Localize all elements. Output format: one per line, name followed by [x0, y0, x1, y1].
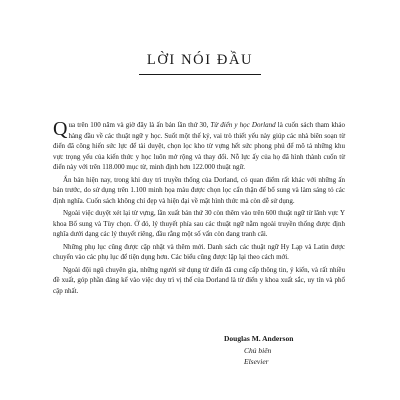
paragraph: Những phụ lục cũng được cập nhật và thêm mới. Danh sách các thuật ngữ Hy Lạp và Latin được chuyển vào các phụ lục để tiện dụng hơn. Các biểu cũng được lập lại theo cách mới. — [53, 242, 345, 261]
intro-paragraph — [53, 120, 345, 173]
paragraph: Ngoài đội ngũ chuyên gia, những người sử dụng từ điển đã cung cấp thông tin, ý kiến, và rất nhiều đề xuất, góp phần đáng kể vào việc duy trì vị thế của Dorland là từ điển y khoa xuất sắc, uy tín và phổ cập nhất. — [53, 265, 345, 295]
signature-role: Chủ biên — [244, 345, 272, 355]
title-underline — [139, 74, 261, 75]
paragraph: Ngoài việc duyệt xét lại từ vựng, lần xuất bản thứ 30 còn thêm vào trên 600 thuật ngữ từ lãnh vực Y khoa Bổ sung và Tùy chọn. Ở đó, lý thuyết phía sau các thuật ngữ nằm ngoài truyền thống được định nghĩa dưới dạng các lý thuyết riêng, đầu rằng một số vấn còn đang tranh cãi. — [53, 209, 345, 238]
preface-body — [53, 120, 345, 298]
intro-text-end: là cuốn sách tham khảo hàng đầu về các thuật ngữ y học. Suốt một thế kỷ, vai trò thiết yếu này giúp các nhà biên soạn từ điển đã công hiến sức lực để tài duyệt, chọn lọc kho từ vựng hết sức phong phú để mô tả những khu vực trọng yếu của kiến thức y học luôn mở rộng và thay đổi. Nỗ lực ấy của họ đã hình thành cuốn từ điển này với trên 118.000 mục từ, minh định hơn 122.000 thuật ngữ. — [53, 121, 345, 171]
paragraph: Ấn bản hiện nay, trong khi duy trì truyền thống của Dorland, có quan điểm rất khác với những ấn bản trước, do sử dụng trên 1.100 minh họa màu được chọn lọc cẩn thận để bổ sung và làm sáng tỏ các định nghĩa. Cuốn sách không chỉ đẹp và hiện đại về mặt hình thức mà còn dễ sử dụng. — [53, 175, 345, 205]
book-title: Từ điển y học Dorland — [210, 121, 276, 129]
page-title: LỜI NÓI ĐẦU — [146, 52, 254, 68]
drop-cap: Q — [53, 118, 68, 140]
signature-name: Douglas M. Anderson — [224, 334, 294, 343]
intro-text-start: ua trên 100 năm và giờ đây là ấn bản lần thứ 30, — [68, 121, 211, 129]
signature-publisher: Elsevier — [244, 357, 269, 366]
signature-block — [224, 333, 344, 368]
